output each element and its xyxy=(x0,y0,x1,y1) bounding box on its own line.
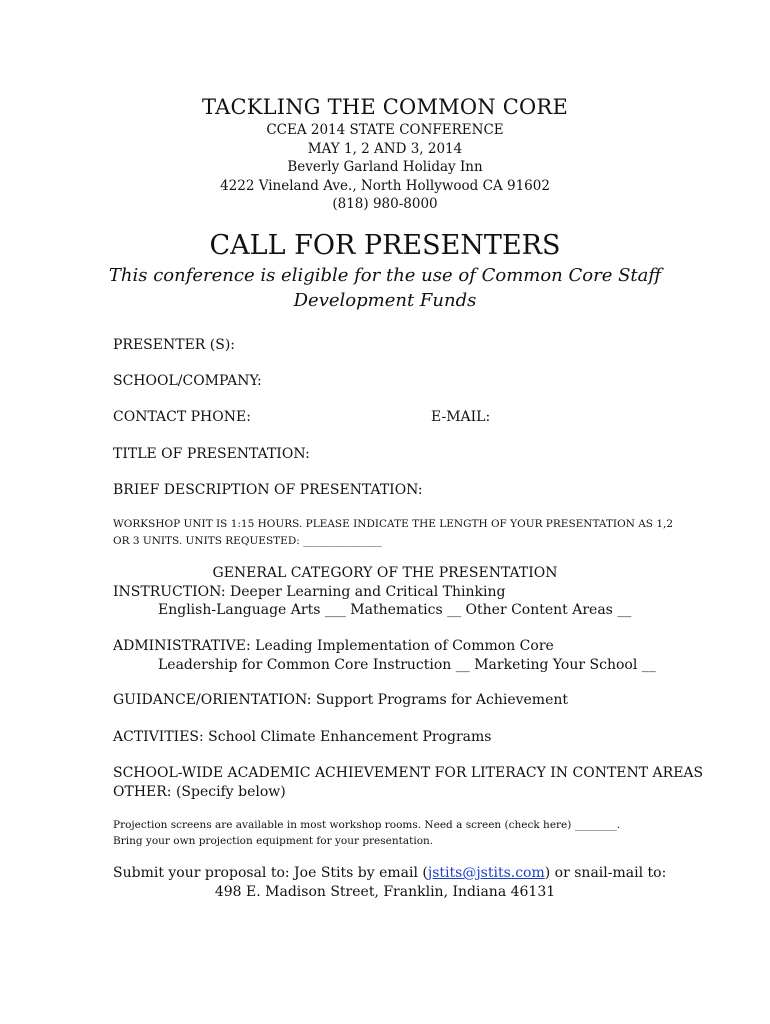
category-activities: ACTIVITIES: School Climate Enhancement Programs xyxy=(113,729,492,745)
submit-line xyxy=(113,864,666,883)
category-administrative: ADMINISTRATIVE: Leading Implementation of Common Core xyxy=(113,638,554,654)
call-heading: CALL FOR PRESENTERS xyxy=(209,230,561,261)
presentation-title-label: TITLE OF PRESENTATION: xyxy=(113,446,310,462)
conference-name: CCEA 2014 STATE CONFERENCE xyxy=(266,122,504,138)
category-instruction-options: English-Language Arts ___ Mathematics __ Other Content Areas __ xyxy=(158,602,632,618)
submit-prefix: Submit your proposal to: Joe Stits by email ( xyxy=(113,865,428,881)
submit-suffix: ) or snail-mail to: xyxy=(544,865,667,881)
school-company-label: SCHOOL/COMPANY: xyxy=(113,373,262,389)
venue-name: Beverly Garland Holiday Inn xyxy=(287,159,483,175)
submit-email-link[interactable]: jstits@jstits.com xyxy=(427,865,545,881)
category-other: OTHER: (Specify below) xyxy=(113,783,286,800)
category-instruction: INSTRUCTION: Deeper Learning and Critical Thinking xyxy=(113,583,506,600)
email-label: E-MAIL: xyxy=(431,409,491,425)
document-title: TACKLING THE COMMON CORE xyxy=(202,95,568,119)
projection-equipment-note: Bring your own projection equipment for your presentation. xyxy=(113,835,434,847)
eligibility-line-1: This conference is eligible for the use of Common Core Staff xyxy=(108,265,662,286)
venue-phone: (818) 980-8000 xyxy=(332,196,438,212)
presenters-label: PRESENTER (S): xyxy=(113,337,236,353)
contact-phone-label: CONTACT PHONE: xyxy=(113,409,251,425)
presentation-description-label: BRIEF DESCRIPTION OF PRESENTATION: xyxy=(113,482,423,498)
conference-dates: MAY 1, 2 AND 3, 2014 xyxy=(307,140,463,157)
category-schoolwide: SCHOOL-WIDE ACADEMIC ACHIEVEMENT FOR LITERACY IN CONTENT AREAS xyxy=(113,765,704,781)
eligibility-line-2: Development Funds xyxy=(293,290,477,311)
submit-address: 498 E. Madison Street, Franklin, Indiana 46131 xyxy=(214,883,556,900)
category-guidance: GUIDANCE/ORIENTATION: Support Programs for Achievement xyxy=(113,692,569,708)
workshop-unit-line-1: WORKSHOP UNIT IS 1:15 HOURS. PLEASE INDICATE THE LENGTH OF YOUR PRESENTATION AS 1,2 xyxy=(113,518,674,530)
projection-screen-note: Projection screens are available in most workshop rooms. Need a screen (check here) ________. xyxy=(113,819,621,831)
category-administrative-options: Leadership for Common Core Instruction __ Marketing Your School __ xyxy=(158,656,656,673)
category-heading: GENERAL CATEGORY OF THE PRESENTATION xyxy=(212,565,558,581)
workshop-unit-line-2: OR 3 UNITS. UNITS REQUESTED: _______________ xyxy=(113,535,382,547)
venue-address: 4222 Vineland Ave., North Hollywood CA 91602 xyxy=(220,177,550,194)
